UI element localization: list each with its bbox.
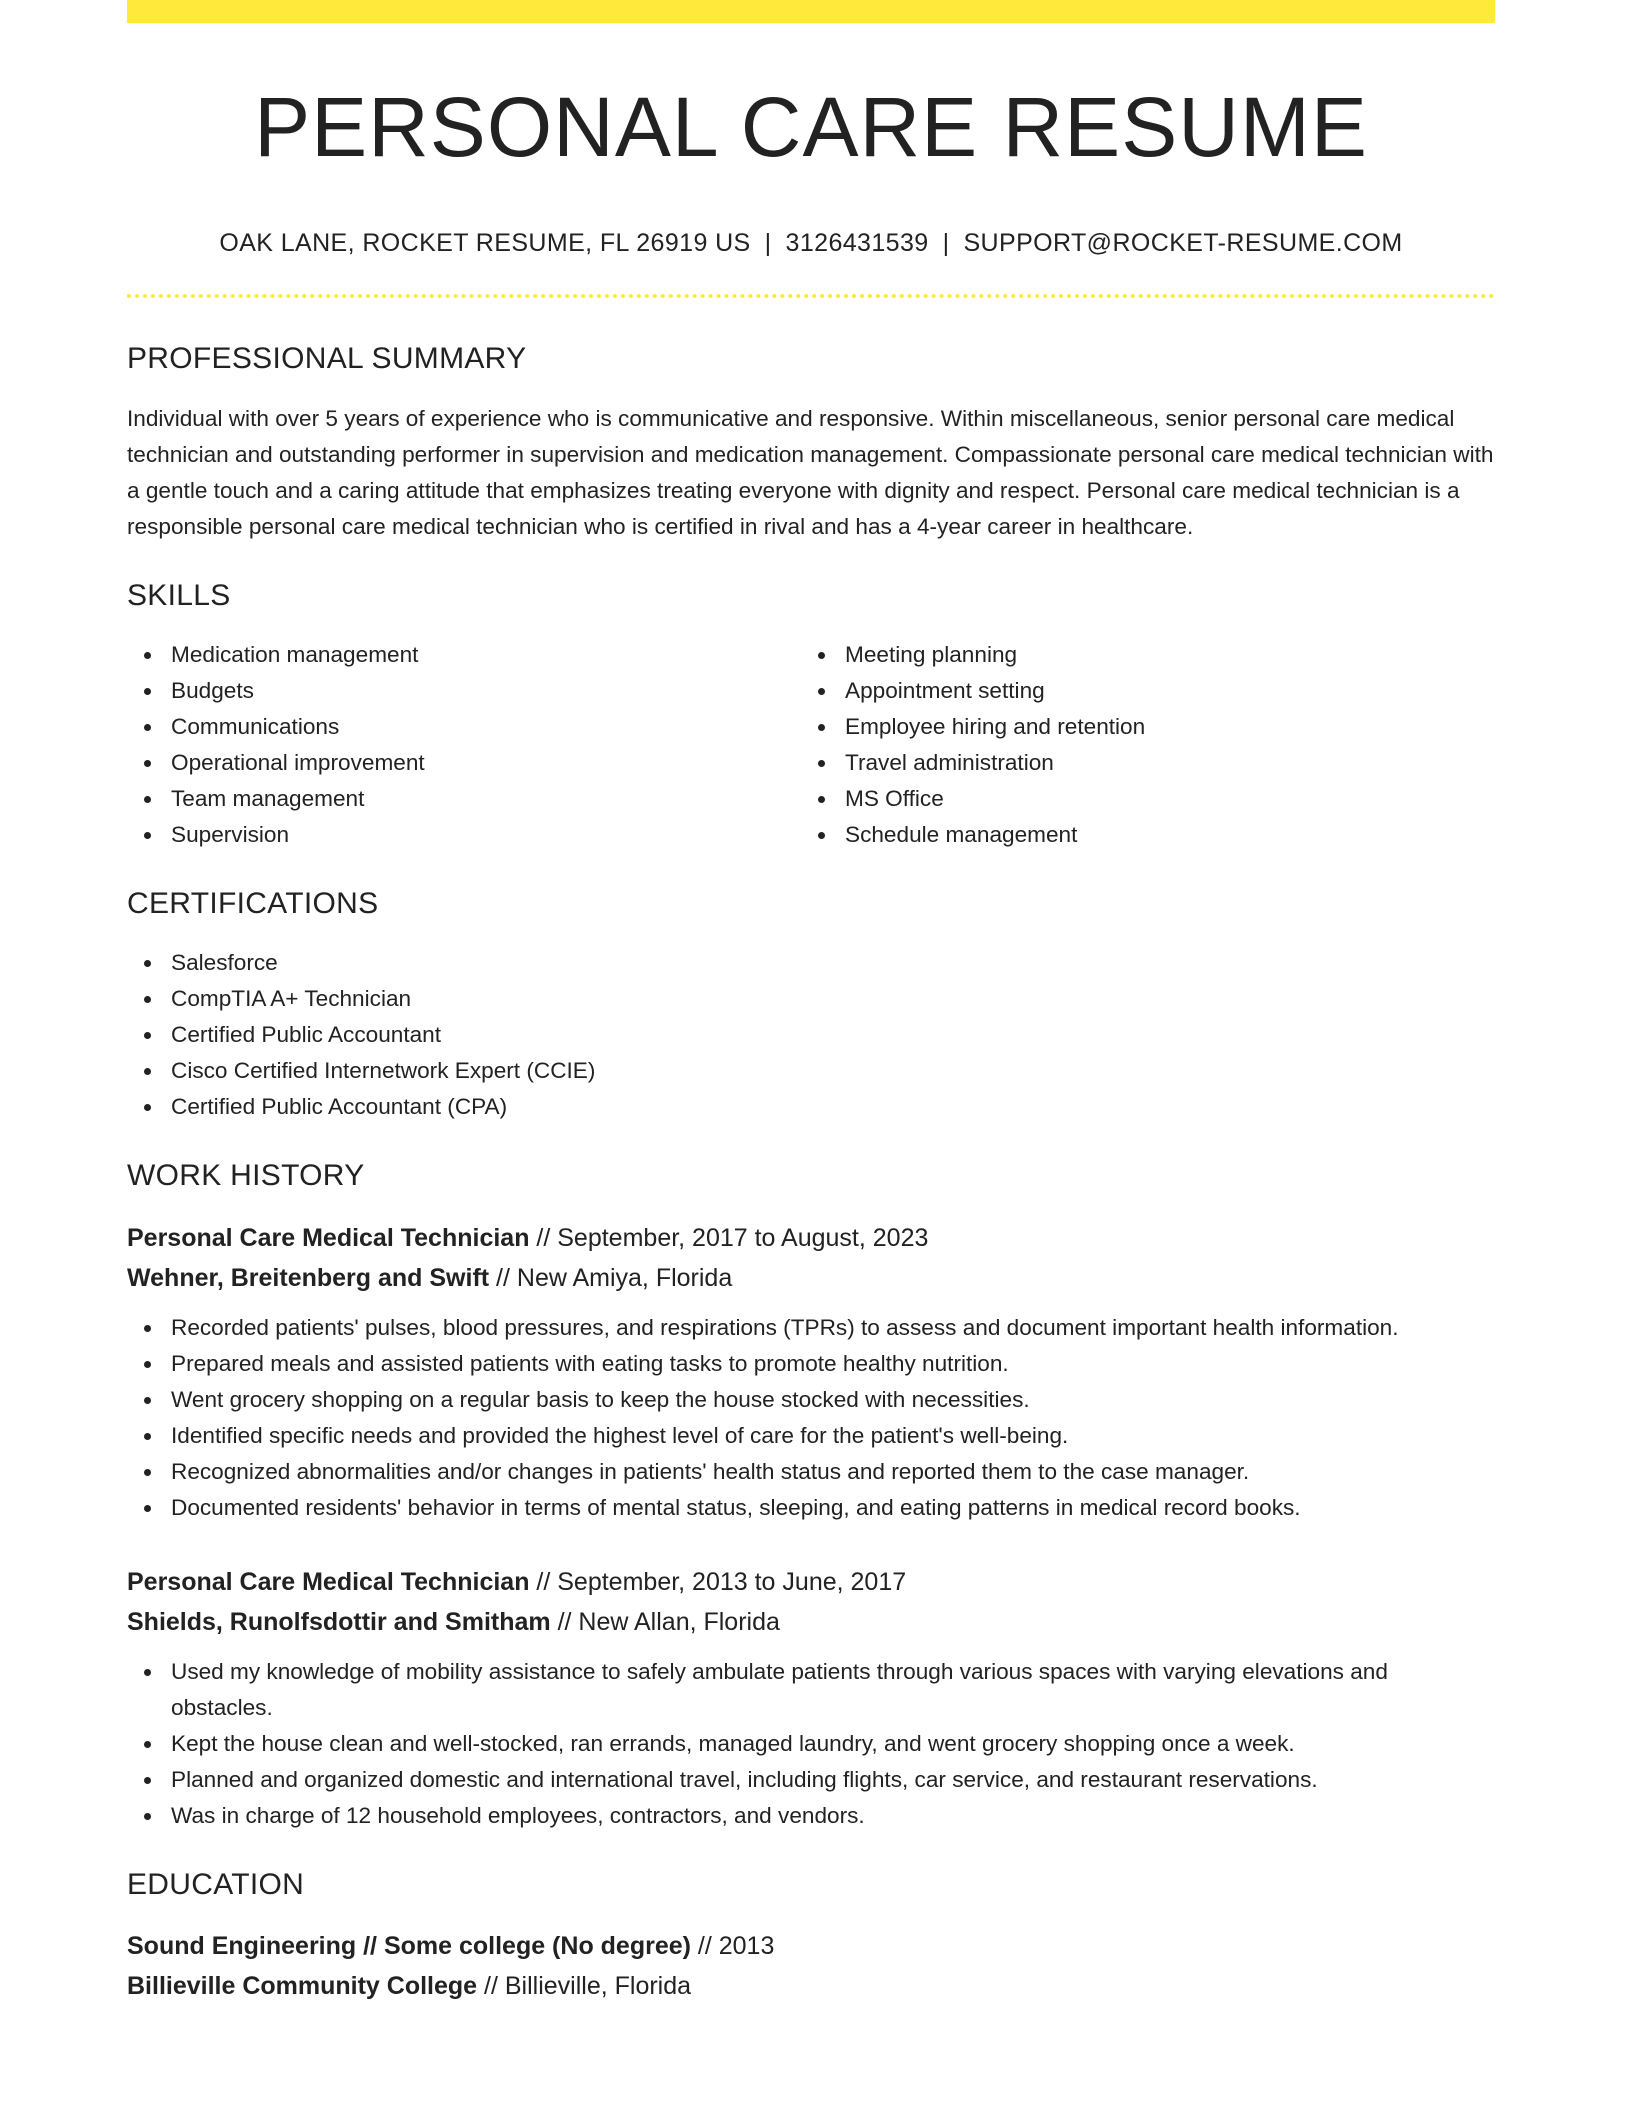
job-company-line [127, 1602, 1495, 1642]
job-company: Shields, Runolfsdottir and Smitham [127, 1608, 551, 1636]
dotted-divider [127, 294, 1495, 298]
accent-top-bar [127, 0, 1495, 23]
job-duty: Went grocery shopping on a regular basis to keep the house stocked with necessities. [127, 1382, 1495, 1418]
job-duty: Used my knowledge of mobility assistance to safely ambulate patients through various spaces with varying elevations and obstacles. [127, 1654, 1495, 1726]
job-duty: Was in charge of 12 household employees, contractors, and vendors. [127, 1798, 1495, 1834]
job-location: // New Allan, Florida [550, 1608, 780, 1636]
certification-item: CompTIA A+ Technician [127, 981, 1495, 1017]
certification-item: Certified Public Accountant (CPA) [127, 1089, 1495, 1125]
job-duties-list [127, 1310, 1495, 1526]
contact-email: SUPPORT@ROCKET-RESUME.COM [963, 229, 1403, 257]
job-role-line [127, 1218, 1495, 1258]
job-role: Personal Care Medical Technician [127, 1568, 530, 1596]
skill-item: Employee hiring and retention [801, 709, 1475, 745]
resume-page [127, 0, 1495, 2006]
education-school-line [127, 1966, 1495, 2006]
skill-item: Budgets [127, 673, 801, 709]
job-company: Wehner, Breitenberg and Swift [127, 1264, 490, 1292]
job-entry [127, 1562, 1495, 1834]
skill-item: Meeting planning [801, 637, 1475, 673]
job-duties-list [127, 1654, 1495, 1834]
job-duty: Identified specific needs and provided the highest level of care for the patient's well-being. [127, 1418, 1495, 1454]
education-heading: EDUCATION [127, 1868, 305, 1901]
skill-item: Operational improvement [127, 745, 801, 781]
education-degree-line [127, 1926, 1495, 1966]
education-entry [127, 1926, 1495, 2006]
skills-list-left [127, 637, 801, 853]
skill-item: Team management [127, 781, 801, 817]
skill-item: Appointment setting [801, 673, 1475, 709]
summary-heading: PROFESSIONAL SUMMARY [127, 342, 527, 375]
contact-separator: | [764, 229, 772, 257]
education-location: // Billieville, Florida [477, 1972, 692, 2000]
certification-item: Salesforce [127, 945, 1495, 981]
job-role: Personal Care Medical Technician [127, 1224, 530, 1252]
job-dates: // September, 2013 to June, 2017 [529, 1568, 907, 1596]
work-history-heading: WORK HISTORY [127, 1159, 365, 1192]
job-duty: Prepared meals and assisted patients with eating tasks to promote healthy nutrition. [127, 1346, 1495, 1382]
job-role-line [127, 1562, 1495, 1602]
certifications-heading: CERTIFICATIONS [127, 887, 379, 920]
job-dates: // September, 2017 to August, 2023 [529, 1224, 929, 1252]
skill-item: Communications [127, 709, 801, 745]
job-duty: Recorded patients' pulses, blood pressures, and respirations (TPRs) to assess and document important health information. [127, 1310, 1495, 1346]
job-company-line [127, 1258, 1495, 1298]
skills-list-right [801, 637, 1475, 853]
education-year: // 2013 [690, 1932, 775, 1960]
job-duty: Recognized abnormalities and/or changes in patients' health status and reported them to the case manager. [127, 1454, 1495, 1490]
skill-item: Schedule management [801, 817, 1475, 853]
skill-item: Medication management [127, 637, 801, 673]
contact-phone: 3126431539 [785, 229, 929, 257]
skills-grid [127, 637, 1495, 853]
skill-item: Supervision [127, 817, 801, 853]
skill-item: MS Office [801, 781, 1475, 817]
skills-heading: SKILLS [127, 579, 231, 612]
education-school: Billieville Community College [127, 1972, 478, 2000]
job-duty: Planned and organized domestic and international travel, including flights, car service, and restaurant reservations. [127, 1762, 1495, 1798]
contact-separator: | [942, 229, 950, 257]
certification-item: Cisco Certified Internetwork Expert (CCIE) [127, 1053, 1495, 1089]
contact-line [127, 231, 1495, 256]
summary-text: Individual with over 5 years of experience who is communicative and responsive. Within miscellaneous, senior personal care medical technician and outstanding performer in supervision and medication management. Compassionate personal care medical technician with a gentle touch and a caring attitude that emphasizes treating everyone with dignity and respect. Personal care medical technician is a responsible personal care medical technician who is certified in rival and has a 4-year career in healthcare. [127, 406, 1494, 539]
certifications-list [127, 945, 1495, 1125]
resume-title: PERSONAL CARE RESUME [254, 80, 1368, 174]
contact-address: OAK LANE, ROCKET RESUME, FL 26919 US [219, 229, 751, 257]
job-location: // New Amiya, Florida [489, 1264, 733, 1292]
certification-item: Certified Public Accountant [127, 1017, 1495, 1053]
skill-item: Travel administration [801, 745, 1475, 781]
job-duty: Documented residents' behavior in terms of mental status, sleeping, and eating patterns in medical record books. [127, 1490, 1495, 1526]
job-duty: Kept the house clean and well-stocked, ran errands, managed laundry, and went grocery shopping once a week. [127, 1726, 1495, 1762]
education-degree: Sound Engineering // Some college (No degree) [127, 1932, 691, 1960]
job-entry [127, 1218, 1495, 1526]
